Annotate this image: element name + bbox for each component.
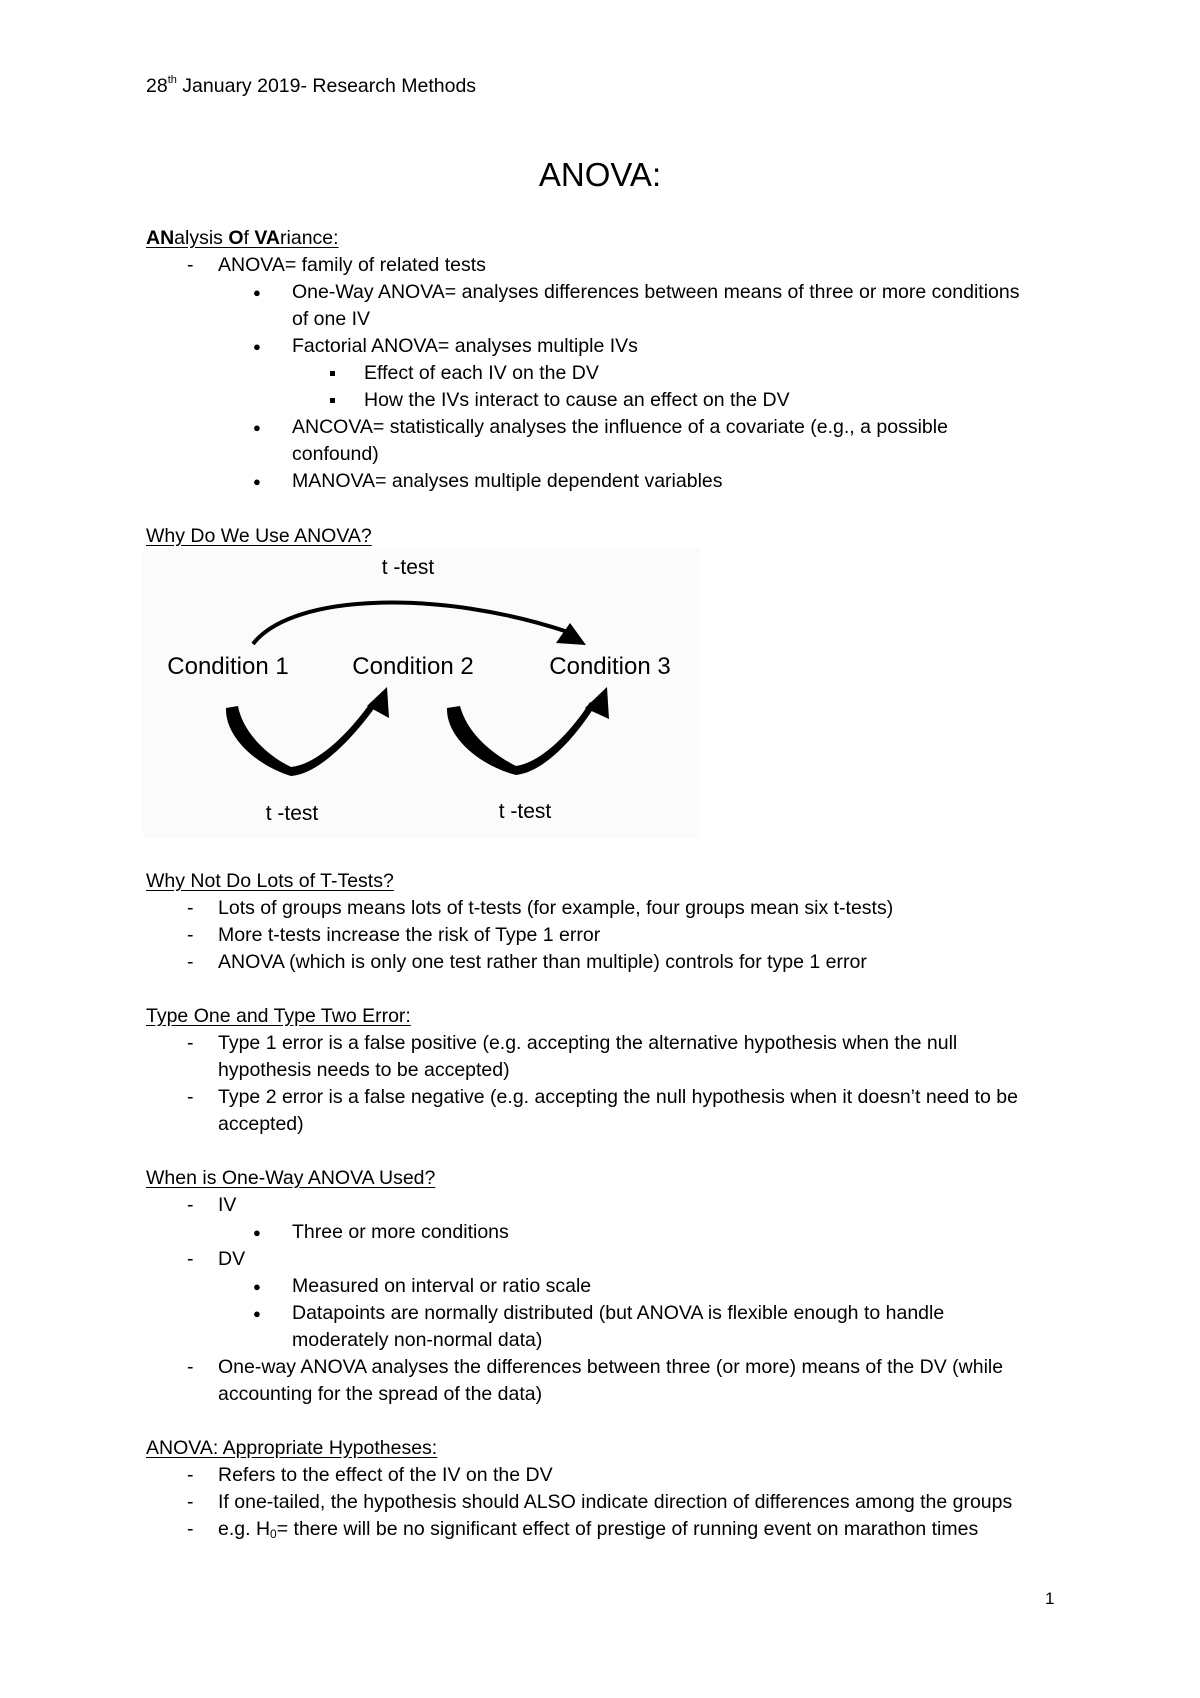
list-item: Lots of groups means lots of t-tests (for example, four groups mean six t-tests) [218, 897, 894, 919]
list-item-continuation: hypothesis needs to be accepted) [218, 1059, 510, 1081]
ttest-right-label: t -test [498, 800, 552, 823]
list-item: Measured on interval or ratio scale [292, 1275, 592, 1297]
list-item: e.g. $H_0=$ there will be no significant effect of prestige of running event on marathon times [218, 1518, 979, 1541]
list-item: Effect of each IV on the DV [364, 362, 599, 384]
list-item: IV [218, 1194, 237, 1216]
diagram-background [143, 548, 700, 838]
list-item: DV [218, 1248, 246, 1270]
dash-marker: - [187, 254, 194, 276]
section-heading-why-use-anova: Why Do We Use ANOVA? [146, 525, 372, 547]
list-item: One-way ANOVA analyses the differences between three (or more) means of the DV (while [218, 1356, 1004, 1378]
list-item-continuation: accounting for the spread of the data) [218, 1383, 543, 1405]
bullet-marker: ● [253, 339, 261, 354]
h-subscript: 0 [270, 1527, 277, 1541]
section-heading-analysis-of-variance: ANalysis Of VAriance: [146, 227, 339, 249]
bullet-marker: ● [253, 1279, 261, 1294]
list-item: Type 2 error is a false negative (e.g. accepting the null hypothesis when it doesn’t need to be [218, 1086, 1018, 1108]
page-title: ANOVA: [538, 156, 662, 193]
dash-marker: - [187, 1194, 194, 1216]
section-heading-type-errors: Type One and Type Two Error: [146, 1005, 411, 1027]
bullet-marker: ● [253, 474, 261, 489]
bullet-marker: ● [253, 1225, 261, 1240]
list-item: One-Way ANOVA= analyses differences between means of three or more conditions [292, 281, 1020, 303]
dash-marker: - [187, 1248, 194, 1270]
list-item: ANOVA (which is only one test rather than multiple) controls for type 1 error [218, 951, 867, 973]
dash-marker: - [187, 897, 194, 919]
header-suffix: th [167, 74, 177, 86]
list-item: ANOVA= family of related tests [218, 254, 486, 276]
page-number: 1 [1045, 1589, 1055, 1608]
section-heading-why-not-ttests: Why Not Do Lots of T-Tests? [146, 870, 394, 892]
dash-marker: - [187, 951, 194, 973]
ttest-left-label: t -test [265, 802, 319, 825]
dash-marker: - [187, 1464, 194, 1486]
dash-marker: - [187, 1086, 194, 1108]
bullet-marker: ● [253, 1306, 261, 1321]
list-item: Datapoints are normally distributed (but ANOVA is flexible enough to handle [292, 1302, 945, 1324]
list-item: Type 1 error is a false positive (e.g. accepting the alternative hypothesis when the null [218, 1032, 958, 1054]
list-item-continuation: moderately non-normal data) [292, 1329, 543, 1351]
square-bullet-marker [330, 398, 335, 403]
dash-marker: - [187, 1491, 194, 1513]
square-bullet-marker [330, 371, 335, 376]
header-rest: January 2019- Research Methods [176, 75, 477, 97]
list-item: More t-tests increase the risk of Type 1 error [218, 924, 601, 946]
ttest-comparison-diagram [143, 548, 700, 838]
condition-1-label: Condition 1 [167, 653, 289, 680]
list-item: Three or more conditions [292, 1221, 509, 1243]
list-item: Factorial ANOVA= analyses multiple IVs [292, 335, 638, 357]
diagram-canvas [143, 548, 700, 838]
list-item: MANOVA= analyses multiple dependent variables [292, 470, 723, 492]
list-item: ANCOVA= statistically analyses the influence of a covariate (e.g., a possible [292, 416, 948, 438]
list-item-continuation: accepted) [218, 1113, 304, 1135]
list-item: How the IVs interact to cause an effect on the DV [364, 389, 790, 411]
dash-marker: - [187, 1032, 194, 1054]
ttest-top-label: t -test [381, 556, 435, 579]
condition-2-label: Condition 2 [352, 653, 474, 680]
list-item: If one-tailed, the hypothesis should ALSO indicate direction of differences among the groups [218, 1491, 1013, 1513]
section-heading-hypotheses: ANOVA: Appropriate Hypotheses: [146, 1437, 438, 1459]
list-item-continuation: confound) [292, 443, 379, 465]
dash-marker: - [187, 1356, 194, 1378]
page-header [146, 74, 477, 97]
section-heading-when-one-way: When is One-Way ANOVA Used? [146, 1167, 436, 1189]
dash-marker: - [187, 1518, 194, 1540]
list-item-continuation: of one IV [292, 308, 371, 330]
header-day: 28 [146, 75, 168, 97]
condition-3-label: Condition 3 [549, 653, 671, 680]
bullet-marker: ● [253, 285, 261, 300]
dash-marker: - [187, 924, 194, 946]
bullet-marker: ● [253, 420, 261, 435]
list-item: Refers to the effect of the IV on the DV [218, 1464, 553, 1486]
